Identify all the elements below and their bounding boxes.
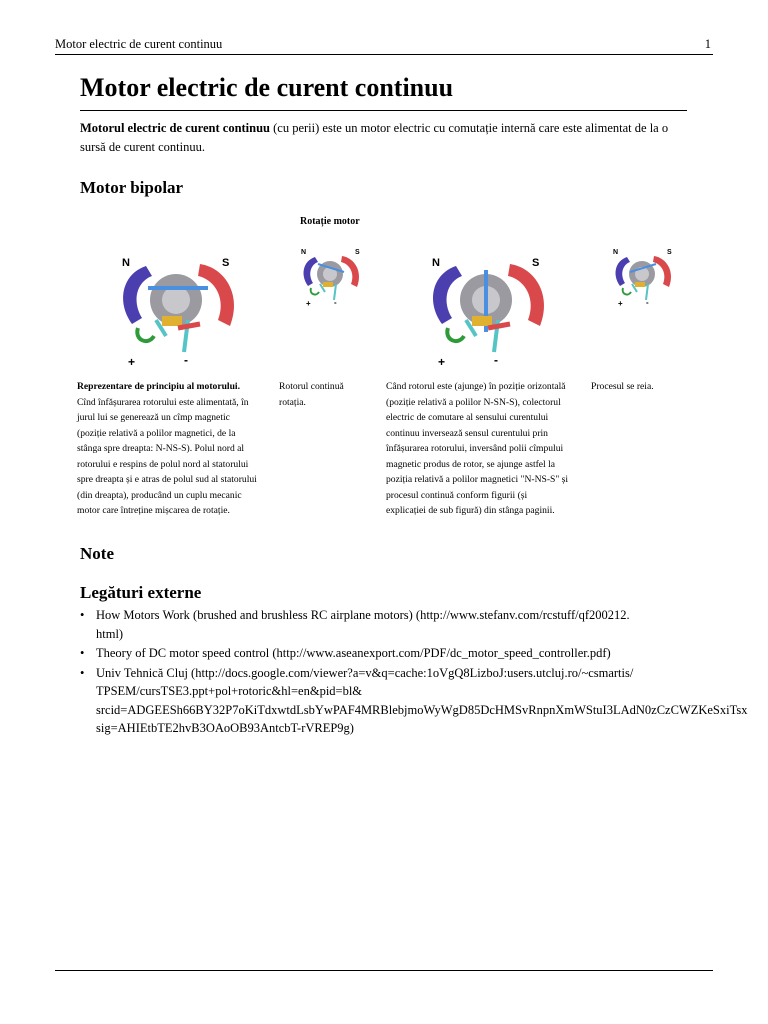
caption-line: (poziție relativă a polilor magnetici, de la [77, 427, 236, 439]
label-plus: + [438, 355, 446, 368]
caption-line: rotația. [279, 396, 306, 408]
running-title: Motor electric de curent continuu [55, 37, 223, 51]
label-north: N [122, 257, 130, 269]
intro-bold: Motorul electric de curent continuu [80, 121, 271, 135]
motor-illustration-3 [418, 240, 558, 368]
page-number: 1 [704, 37, 711, 51]
motor-illustration-4 [608, 244, 678, 308]
link-line[interactable]: How Motors Work (brushed and brushless RC airplane motors) (http://www.stefanv.com/rcstuff/qf200212. [96, 608, 630, 622]
caption-line: procesul continuă conform figurii (și [386, 489, 528, 501]
caption-line: motor care întreține mișcarea de rotație. [77, 505, 230, 516]
external-link-item[interactable] [80, 664, 768, 738]
external-links-list [80, 606, 768, 739]
caption-line: rotorului e respins de polul nord al statorului [77, 458, 249, 470]
caption-line: explicației de sub figură) din stânga paginii. [386, 505, 555, 516]
caption-line: stânga spre dreapta: N-NS-S). Polul nord al [77, 443, 245, 454]
caption-line: Cînd înfășurarea rotorului este alimentată, în [77, 396, 249, 408]
intro-paragraph [80, 119, 688, 157]
external-link-item[interactable] [80, 606, 768, 643]
label-minus: - [334, 298, 337, 307]
link-line[interactable]: srcid=ADGEESh66BY32P7oKiTdxwtdLsbYwPAF4MRBlebjmoWyWgD85DcHMSvRnpnXmWStuI3LAdN0zCzCWZKeSxiTsx [96, 702, 748, 717]
caption-line: Procesul se reia. [591, 381, 654, 392]
caption-line: poziția relativă a polilor magnetici "N-NS-S" și [386, 474, 569, 485]
label-north: N [301, 249, 307, 256]
label-north: N [613, 249, 619, 256]
label-south: S [667, 249, 672, 256]
caption-line: Rotorul continuă [279, 381, 344, 392]
label-minus: - [646, 298, 649, 307]
link-line[interactable]: html) [96, 626, 124, 641]
label-south: S [222, 257, 230, 269]
link-line[interactable]: Univ Tehnică Cluj (http://docs.google.com/viewer?a=v&q=cache:1oVgQ8LizboJ:users.utcluj.ro/~csmartis/ [96, 665, 634, 680]
section-heading-bipolar: Motor bipolar [80, 178, 184, 197]
caption-line: continuu inversează sensul curentului prin [386, 427, 548, 439]
label-plus: + [128, 355, 136, 368]
page-title: Motor electric de curent continuu [80, 73, 454, 102]
caption-line: magnetic produs de rotor, se ajunge astfel la [386, 458, 556, 470]
running-header [55, 36, 713, 55]
section-heading-note: Note [80, 544, 114, 563]
caption-line: (din dreapta), producând un cuplu mecanic [77, 489, 242, 501]
label-north: N [432, 257, 440, 269]
footer-divider [55, 970, 713, 971]
caption-line: înfășurarea rotorului, inversând polii cîmpului [386, 443, 564, 454]
link-line[interactable]: Theory of DC motor speed control (http://www.aseanexport.com/PDF/dc_motor_speed_controller.pdf) [96, 646, 611, 660]
label-south: S [355, 249, 360, 256]
intro-text: (cu perii) este un motor electric cu comutație internă care este alimentat de la o sursă de curent continuu. [80, 121, 669, 154]
motor-illustration-2 [296, 244, 366, 308]
figure-caption-top: Rotație motor [300, 216, 360, 227]
figure-caption-4 [591, 379, 691, 395]
label-plus: + [306, 299, 311, 308]
title-divider [80, 110, 687, 111]
caption-line: (poziție relativă a polilor N-SN-S), colectorul [386, 396, 561, 408]
link-line[interactable]: TPSEM/cursTSE3.ppt+pol+rotoric&hl=en&pid=bl& [96, 684, 363, 698]
motor-illustration-1 [108, 240, 248, 368]
caption-bold: Reprezentare de principiu al motorului. [77, 381, 240, 392]
figure-caption-2 [279, 379, 379, 410]
caption-line: Când rotorul este (ajunge) în poziție orizontală [386, 381, 566, 392]
figure-caption-1 [77, 379, 277, 519]
label-minus: - [184, 353, 188, 367]
caption-line: jurul lui se generează un cîmp magnetic [77, 412, 230, 423]
section-heading-links: Legături externe [80, 583, 202, 602]
label-plus: + [618, 299, 623, 308]
caption-line: spre dreapta și e atras de polul sud al statorului [77, 474, 257, 485]
external-link-item[interactable] [80, 644, 768, 663]
label-minus: - [494, 353, 498, 367]
link-line[interactable]: sig=AHIEtbTE2hvB3OAoOB93AntcbT-rVREP9g) [96, 721, 354, 735]
label-south: S [532, 257, 540, 269]
figure-caption-3 [386, 379, 591, 519]
caption-line: electric de comutare al sensului curentului [386, 412, 549, 423]
